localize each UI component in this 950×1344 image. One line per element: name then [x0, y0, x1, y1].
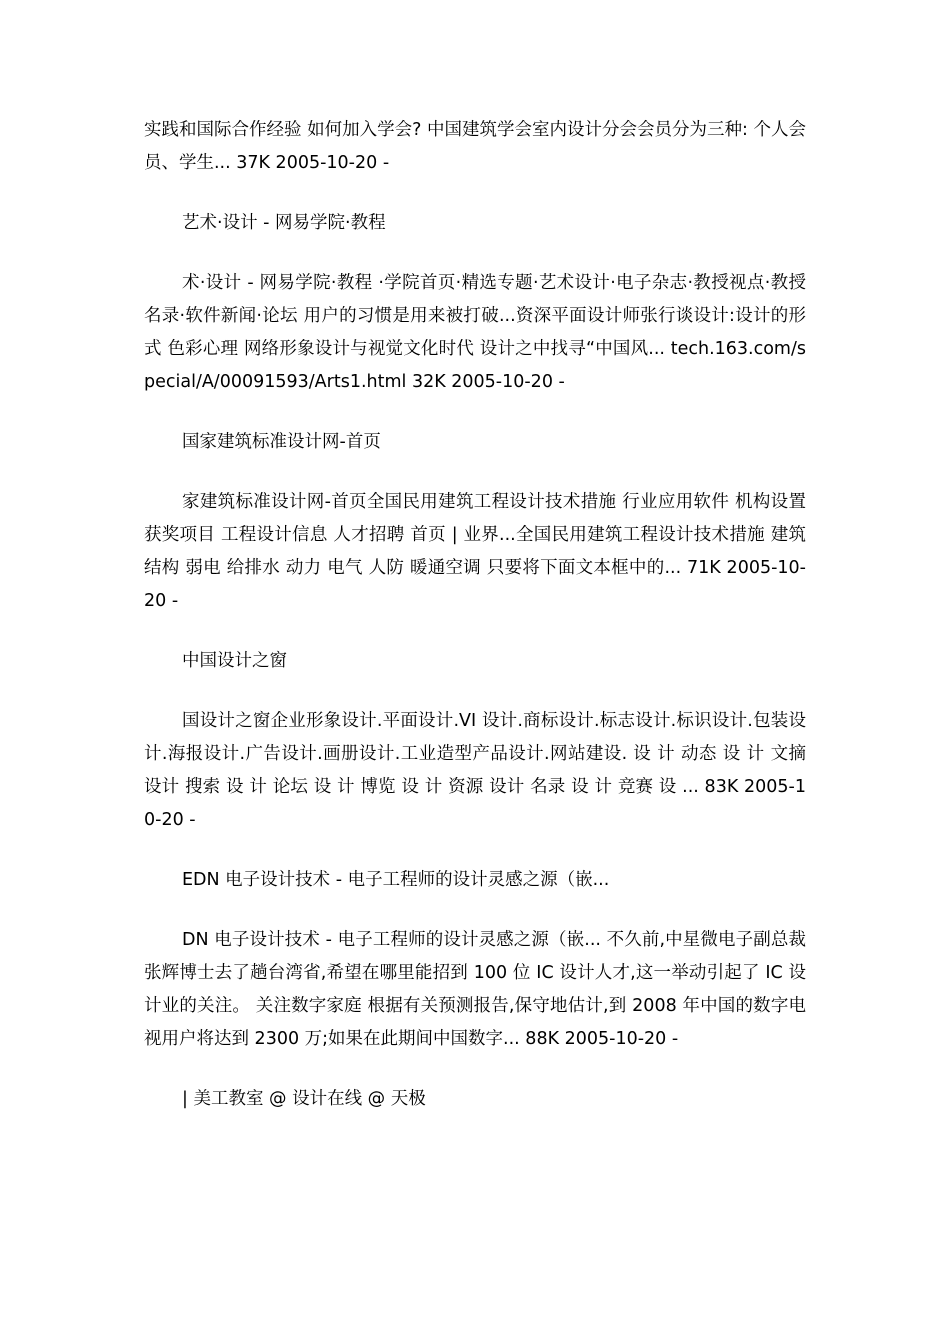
paragraph-result-snippet-standard: 家建筑标准设计网-首页全国民用建筑工程设计技术措施 行业应用软件 机构设置 获奖项目 工程设计信息 人才招聘 首页 | 业界...全国民用建筑工程设计技术措施 建筑 结构 弱电 给排水 动力 电气 人防 暖通空调 只要将下面文本框中的... 71K 2005-10-20 - [144, 492, 806, 611]
paragraph-result-title-edn: EDN 电子设计技术 - 电子工程师的设计灵感之源（嵌... [182, 870, 610, 890]
document-page [144, 114, 806, 1116]
paragraph-search-result-tail: 实践和国际合作经验 如何加入学会? 中国建筑学会室内设计分会会员分为三种: 个人会员、学生... 37K 2005-10-20 - [144, 120, 806, 173]
paragraph-result-snippet-arts: 术·设计 - 网易学院·教程 ·学院首页·精选专题·艺术设计·电子杂志·教授视点·教授名录·软件新闻·论坛 用户的习惯是用来被打破...资深平面设计师张行谈设计:设计的形式 色彩心理 网络形象设计与视觉文化时代 设计之中找寻“中国风... tech.163.com/special/A/00091593/Arts1.html 32K 2005-10-20 - [144, 273, 806, 392]
paragraph-result-title-links: | 美工教室 @ 设计在线 @ 天极 [182, 1089, 426, 1109]
paragraph-result-snippet-window: 国设计之窗企业形象设计.平面设计.VI 设计.商标设计.标志设计.标识设计.包装设计.海报设计.广告设计.画册设计.工业造型产品设计.网站建设. 设 计 动态 设 计 文摘 设计 搜索 设 计 论坛 设 计 博览 设 计 资源 设计 名录 设 计 竞赛 设 ... 83K 2005-10-20 - [144, 711, 806, 830]
paragraph-result-title-window: 中国设计之窗 [182, 651, 287, 671]
paragraph-result-snippet-edn: DN 电子设计技术 - 电子工程师的设计灵感之源（嵌... 不久前,中星微电子副总裁张辉博士去了趟台湾省,希望在哪里能招到 100 位 IC 设计人才,这一举动引起了 IC 设计业的关注。 关注数字家庭 根据有关预测报告,保守地估计,到 2008 年中国的数字电视用户将达到 2300 万;如果在此期间中国数字... 88K 2005-10-20 - [144, 930, 806, 1049]
paragraph-result-title-arts: 艺术·设计 - 网易学院·教程 [182, 213, 386, 233]
paragraph-result-title-standard: 国家建筑标准设计网-首页 [182, 432, 381, 452]
